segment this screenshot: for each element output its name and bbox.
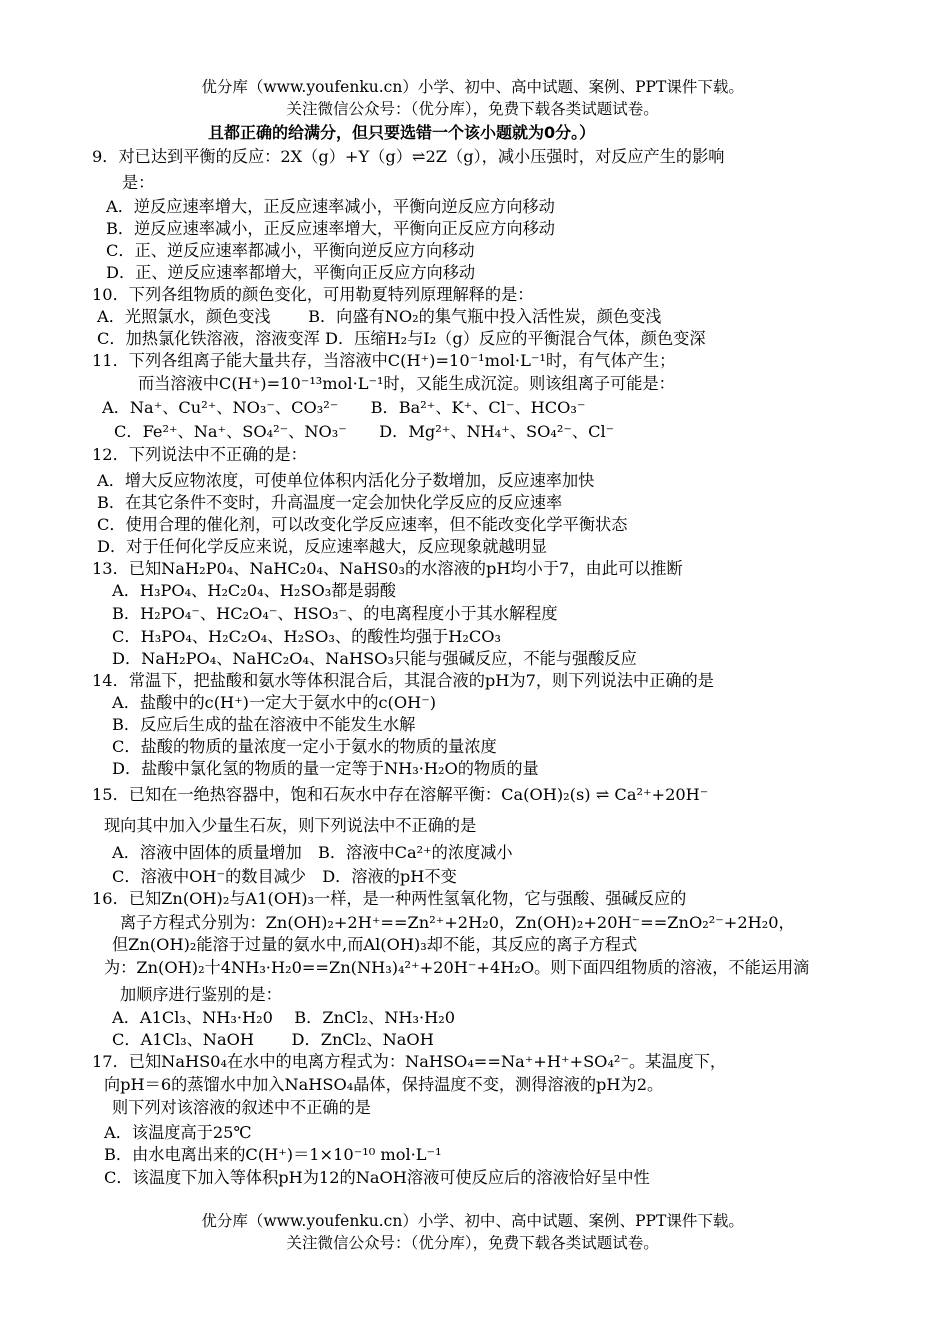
q12-option-c: C．使用合理的催化剂，可以改变化学反应速率，但不能改变化学平衡状态	[97, 515, 628, 534]
q17-option-a: A．该温度高于25℃	[104, 1123, 252, 1142]
q16-stem-line2: 离子方程式分别为：Zn(OH)₂+2H⁺==Zn²⁺+2H₂0，Zn(OH)₂+20H⁻==ZnO₂²⁻+2H₂0，	[120, 913, 795, 932]
q17-option-c: C．该温度下加入等体积pH为12的NaOH溶液可使反应后的溶液恰好呈中性	[104, 1168, 650, 1187]
q13-stem: 13．已知NaH₂P0₄、NaHC₂0₄、NaHS0₃的水溶液的pH均小于7，由此可以推断	[92, 559, 683, 578]
q11-stem: 11．下列各组离子能大量共存，当溶液中C(H⁺)=10⁻¹mol·L⁻¹时，有气体产生；	[92, 351, 676, 370]
q17-stem-line2: 向pH＝6的蒸馏水中加入NaHSO₄晶体，保持温度不变，测得溶液的pH为2。	[104, 1075, 664, 1094]
q9-option-a: A．逆反应速率增大，正反应速率减小，平衡向逆反应方向移动	[106, 197, 555, 216]
q16-stem-line3: 但Zn(OH)₂能溶于过量的氨水中,而Al(OH)₃却不能，其反应的离子方程式	[112, 935, 638, 954]
q12-option-b: B．在其它条件不变时，升高温度一定会加快化学反应的反应速率	[97, 493, 563, 512]
q15-stem: 15．已知在一绝热容器中，饱和石灰水中存在溶解平衡：Ca(OH)₂(s) ⇌ Ca²⁺+20H⁻	[92, 785, 709, 804]
q15-options-ab: A．溶液中固体的质量增加 B．溶液中Ca²⁺的浓度减小	[112, 843, 513, 862]
q14-option-b: B．反应后生成的盐在溶液中不能发生水解	[112, 715, 416, 734]
q15-options-cd: C．溶液中OH⁻的数目减少 D．溶液的pH不变	[112, 867, 457, 886]
intro-note: 且都正确的给满分，但只要选错一个该小题就为0分。）	[208, 123, 596, 142]
q14-option-a: A．盐酸中的c(H⁺)一定大于氨水中的c(OH⁻)	[112, 693, 437, 712]
q11-options-cd: C．Fe²⁺、Na⁺、SO₄²⁻、NO₃⁻ D．Mg²⁺、NH₄⁺、SO₄²⁻、Cl⁻	[114, 422, 615, 441]
q16-options-cd: C．A1Cl₃、NaOH D．ZnCl₂、NaOH	[112, 1030, 434, 1049]
q15-stem-cont: 现向其中加入少量生石灰，则下列说法中不正确的是	[104, 816, 477, 835]
q10-options-ab: A．光照氯水，颜色变浅 B．向盛有NO₂的集气瓶中投入活性炭，颜色变浅	[97, 307, 662, 326]
q11-options-ab: A．Na⁺、Cu²⁺、NO₃⁻、CO₃²⁻ B．Ba²⁺、K⁺、Cl⁻、HCO₃⁻	[102, 398, 586, 417]
header-line-1: 优分库（www.youfenku.cn）小学、初中、高中试题、案例、PPT课件下载。	[201, 78, 744, 96]
q13-option-a: A．H₃PO₄、H₂C₂0₄、H₂SO₃都是弱酸	[112, 581, 396, 600]
q12-option-d: D．对于任何化学反应来说，反应速率越大，反应现象就越明显	[97, 537, 548, 556]
q14-option-d: D．盐酸中氯化氢的物质的量一定等于NH₃·H₂O的物质的量	[112, 759, 539, 778]
q11-stem-cont: 而当溶液中C(H⁺)=10⁻¹³mol·L⁻¹时，又能生成沉淀。则该组离子可能是：	[138, 374, 675, 393]
header-line-2: 关注微信公众号：（优分库），免费下载各类试题试卷。	[286, 100, 659, 118]
q16-stem: 16．已知Zn(OH)₂与A1(OH)₃一样，是一种两性氢氧化物，它与强酸、强碱反应的	[92, 889, 687, 908]
q12-option-a: A．增大反应物浓度，可使单位体积内活化分子数增加，反应速率加快	[97, 471, 595, 490]
q16-options-ab: A．A1Cl₃、NH₃·H₂0 B．ZnCl₂、NH₃·H₂0	[112, 1008, 456, 1027]
q12-stem: 12．下列说法中不正确的是：	[92, 445, 307, 464]
q9-option-d: D．正、逆反应速率都增大，平衡向正反应方向移动	[106, 263, 476, 282]
q14-option-c: C．盐酸的物质的量浓度一定小于氨水的物质的量浓度	[112, 737, 497, 756]
q17-stem-line3: 则下列对该溶液的叙述中不正确的是	[112, 1098, 371, 1117]
q13-option-b: B．H₂PO₄⁻、HC₂O₄⁻、HSO₃⁻、的电离程度小于其水解程度	[112, 604, 558, 623]
q13-option-c: C．H₃PO₄、H₂C₂O₄、H₂SO₃、的酸性均强于H₂CO₃	[112, 627, 501, 646]
q9-option-c: C．正、逆反应速率都减小，平衡向逆反应方向移动	[106, 241, 475, 260]
q9-stem-cont: 是：	[122, 173, 155, 192]
q13-option-d: D．NaH₂PO₄、NaHC₂O₄、NaHSO₃只能与强碱反应，不能与强酸反应	[112, 649, 637, 668]
q17-stem: 17．已知NaHS0₄在水中的电离方程式为：NaHSO₄==Na⁺+H⁺+SO₄²⁻。某温度下，	[92, 1052, 727, 1071]
q9-option-b: B．逆反应速率减小，正反应速率增大，平衡向正反应方向移动	[106, 219, 555, 238]
q17-option-b: B．由水电离出来的C(H⁺)＝1×10⁻¹⁰ mol·L⁻¹	[104, 1145, 442, 1164]
footer-line-1: 优分库（www.youfenku.cn）小学、初中、高中试题、案例、PPT课件下载。	[201, 1212, 744, 1230]
q9-stem: 9．对已达到平衡的反应：2X（g）+Y（g）⇌2Z（g），减小压强时，对反应产生的影响	[92, 147, 725, 166]
q14-stem: 14．常温下，把盐酸和氨水等体积混合后，其混合液的pH为7，则下列说法中正确的是	[92, 671, 714, 690]
q10-options-cd: C．加热氯化铁溶液，溶液变浑 D．压缩H₂与I₂（g）反应的平衡混合气体，颜色变深	[97, 329, 706, 348]
q16-stem-line4: 为：Zn(OH)₂十4NH₃·H₂0==Zn(NH₃)₄²⁺+20H⁻+4H₂O。则下面四组物质的溶液，不能运用滴	[104, 958, 810, 977]
q10-stem: 10．下列各组物质的颜色变化，可用勒夏特列原理解释的是：	[92, 285, 534, 304]
q16-stem-line5: 加顺序进行鉴别的是：	[120, 985, 282, 1004]
footer-line-2: 关注微信公众号：（优分库），免费下载各类试题试卷。	[286, 1234, 659, 1252]
